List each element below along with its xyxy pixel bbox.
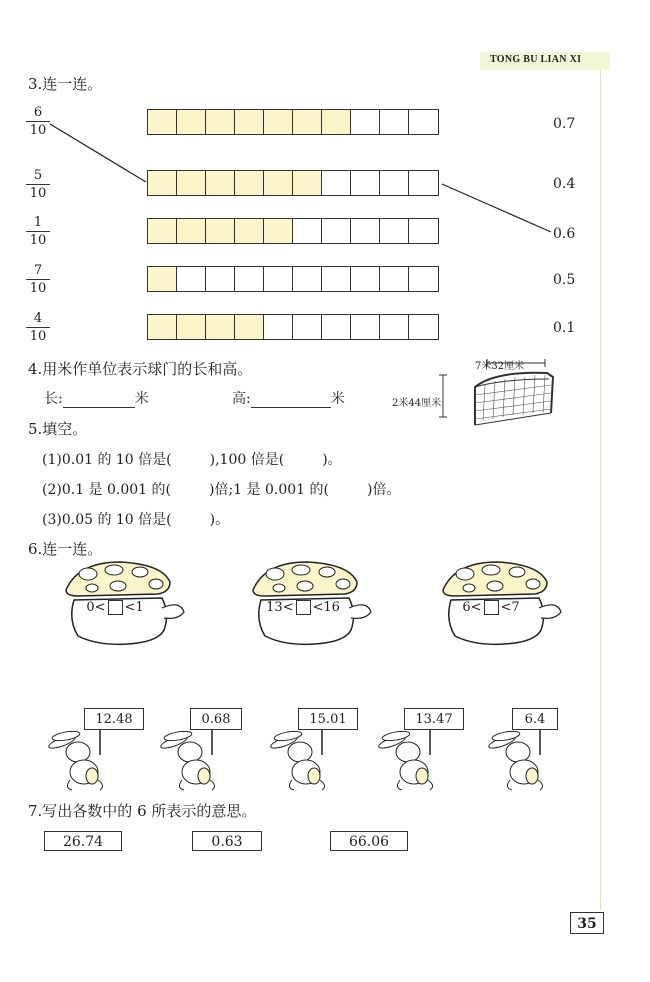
- rabbit-sign-5: 6.4: [512, 708, 558, 730]
- q7-title: 7.写出各数中的 6 所表示的意思。: [28, 802, 257, 820]
- rabbit-1: [47, 720, 102, 790]
- q7-number-2: 0.63: [192, 831, 262, 851]
- q5-title: 5.填空。: [28, 420, 88, 438]
- length-unit: 米: [134, 391, 149, 407]
- rabbit-sign-4: 13.47: [404, 708, 464, 730]
- q5-line-2: [42, 479, 400, 499]
- q5-l2-part-a: (2)0.1 是 0.001 的(: [42, 482, 171, 498]
- q3-decimal-4: 0.5: [553, 272, 576, 288]
- page-number: 35: [570, 912, 604, 934]
- q5-l1-part-a: (1)0.01 的 10 倍是(: [42, 452, 172, 468]
- q3-decimal-2: 0.4: [553, 176, 576, 192]
- mushroom-1-left: 0<: [86, 600, 106, 615]
- height-unit: 米: [330, 391, 345, 407]
- mushroom-1-right: <1: [124, 600, 144, 615]
- rabbit-sign-3: 15.01: [298, 708, 358, 730]
- height-blank[interactable]: [251, 391, 331, 408]
- mushroom-2-left: 13<: [266, 600, 294, 615]
- length-blank[interactable]: [63, 391, 135, 408]
- running-header: TONG BU LIAN XI: [490, 54, 582, 65]
- q3-fraction-3: 1 10: [26, 216, 50, 247]
- q5-l2-part-c: )倍。: [366, 482, 401, 498]
- q3-title: 3.连一连。: [28, 75, 103, 93]
- q3-connector-lines: [0, 0, 650, 360]
- mushroom-3-left: 6<: [462, 600, 482, 615]
- answer-square-2[interactable]: [296, 600, 311, 615]
- q3-decimal-5: 0.1: [553, 320, 576, 336]
- rabbit-sign-2: 0.68: [190, 708, 242, 730]
- q3-decimal-3: 0.6: [553, 226, 576, 242]
- length-label: 长:: [44, 391, 63, 407]
- q3-fraction-5: 4 10: [26, 312, 50, 343]
- q5-l1-part-c: )。: [322, 452, 342, 468]
- connector-line-1: [50, 124, 146, 182]
- q5-line-3: [42, 509, 229, 529]
- q3-decimal-1: 0.7: [553, 116, 576, 132]
- mushroom-2-right: <16: [312, 600, 340, 615]
- q4-title: 4.用米作单位表示球门的长和高。: [28, 360, 253, 378]
- rabbit-sign-1: 12.48: [84, 708, 144, 730]
- q7-number-1: 26.74: [44, 831, 122, 851]
- mushroom-3-right: <7: [500, 600, 520, 615]
- goal-height-label: 2米44厘米: [392, 398, 442, 409]
- q5-l1-part-b: ),100 倍是(: [209, 452, 285, 468]
- height-label: 高:: [232, 391, 251, 407]
- goal-width-label: 7米32厘米: [475, 361, 525, 372]
- q5-l3-part-b: )。: [209, 512, 230, 528]
- answer-square-3[interactable]: [484, 600, 499, 615]
- answer-square-1[interactable]: [108, 600, 123, 615]
- q5-l2-part-b: )倍;1 是 0.001 的(: [209, 482, 329, 498]
- q5-l3-part-a: (3)0.05 的 10 倍是(: [42, 512, 172, 528]
- connector-line-2: [442, 184, 551, 232]
- q7-number-3: 66.06: [330, 831, 408, 851]
- mushroom-3-inequality: [446, 600, 536, 615]
- q4-length-row: [44, 388, 149, 408]
- mushroom-2-inequality: [258, 600, 348, 615]
- q5-line-1: [42, 449, 342, 469]
- q4-height-row: [232, 388, 345, 408]
- q3-fraction-4: 7 10: [26, 264, 50, 295]
- mushroom-1-inequality: [70, 600, 160, 615]
- q3-fraction-1: 6 10: [26, 106, 50, 137]
- q6-title: 6.连一连。: [28, 540, 103, 558]
- q3-fraction-2: 5 10: [26, 169, 50, 200]
